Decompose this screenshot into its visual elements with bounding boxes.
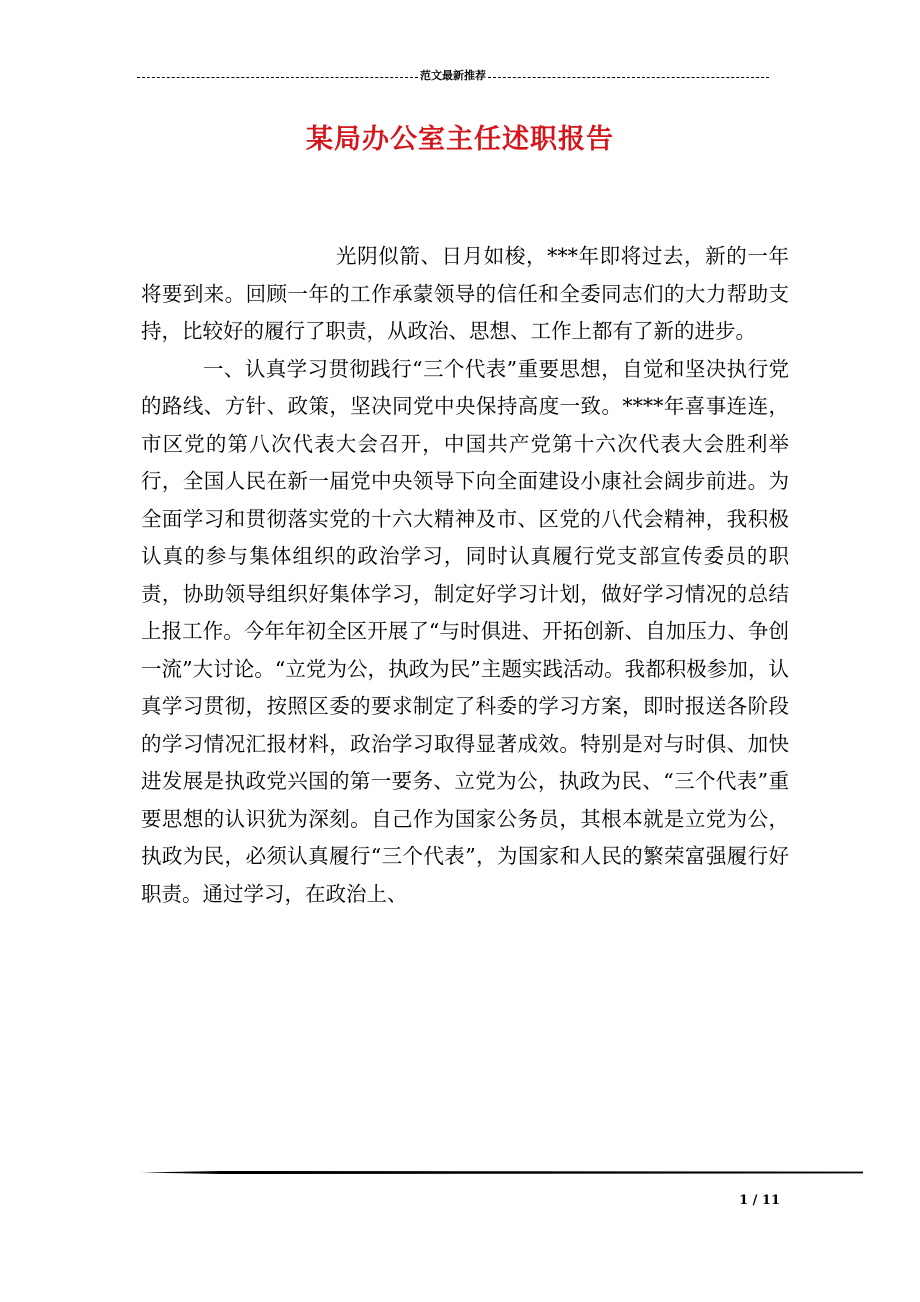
header-dash-right (488, 77, 769, 78)
page-header (137, 64, 769, 88)
header-dash-left (137, 77, 418, 78)
footer-rule (141, 1171, 863, 1174)
paragraph-intro: 光阴似箭、日月如梭，***年即将过去，新的一年将要到来。回顾一年的工作承蒙领导的信任和全委同志们的大力帮助支持，比较好的履行了职责，从政治、思想、工作上都有了新的进步。 (141, 244, 789, 343)
document-body (141, 238, 789, 913)
footer-rule-line (141, 1171, 863, 1174)
header-label: 范文最新推荐 (420, 69, 486, 82)
document-title: 某局办公室主任述职报告 (306, 124, 614, 155)
page-number: 1 / 11 (739, 1193, 780, 1208)
paragraph-section-one: 一、认真学习贯彻践行“三个代表”重要思想，自觉和坚决执行党的路线、方针、政策，坚决同党中央保持高度一致。****年喜事连连，市区党的第八次代表大会召开，中国共产党第十六次代表大会胜利举行，全国人民在新一届党中央领导下向全面建设小康社会阔步前进。为全面学习和贯彻落实党的十六大精神及市、区党的八代会精神，我积极认真的参与集体组织的政治学习，同时认真履行党支部宣传委员的职责，协助领导组织好集体学习，制定好学习计划，做好学习情况的总结上报工作。今年年初全区开展了“与时俱进、开拓创新、自加压力、争创一流”大讨论。“立党为公，执政为民”主题实践活动。我都积极参加，认真学习贯彻，按照区委的要求制定了科委的学习方案，即时报送各阶段的学习情况汇报材料，政治学习取得显著成效。特别是对与时俱、加快进发展是执政党兴国的第一要务、立党为公，执政为民、“三个代表”重要思想的认识犹为深刻。自己作为国家公务员，其根本就是立党为公，执政为民，必须认真履行“三个代表”，为国家和人民的繁荣富强履行好职责。通过学习，在政治上、 (141, 356, 789, 906)
